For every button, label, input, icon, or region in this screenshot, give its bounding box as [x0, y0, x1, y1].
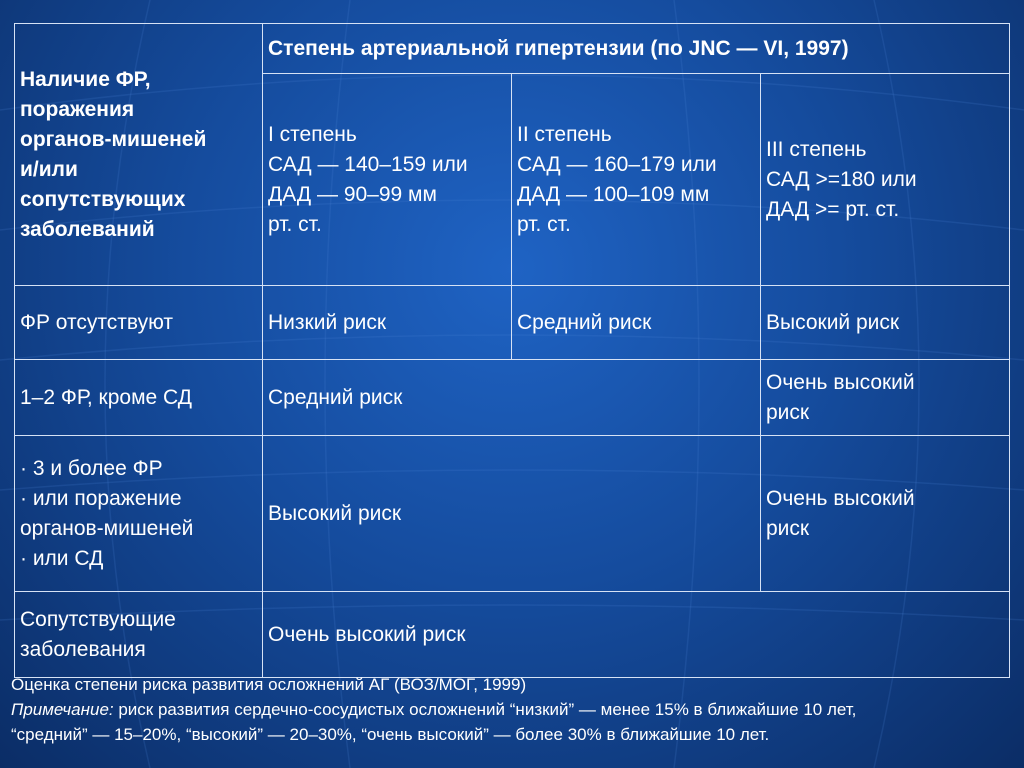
grade-3-header: [761, 74, 1010, 286]
corner-header-line: сопутствующих: [20, 187, 186, 211]
caption-title: Оценка степени риска развития осложнений АГ (ВОЗ/МОГ, 1999): [11, 675, 527, 694]
grade-3-sbp: САД >=180 или: [766, 167, 917, 191]
grade-3-title: III степень: [766, 137, 867, 161]
row-label-line: Сопутствующие: [20, 607, 176, 631]
row-label-line: · или поражение: [20, 486, 182, 510]
table-row: [15, 592, 1010, 678]
cell-very-high-risk: [761, 360, 1010, 436]
corner-header-cell: [15, 24, 263, 286]
grade-1-unit: рт. ст.: [268, 212, 322, 236]
table-caption: [11, 672, 1016, 747]
row-label-3-plus-risk-factors: [15, 436, 263, 592]
cell-text-line: Очень высокий: [766, 486, 915, 510]
grade-2-header: [512, 74, 761, 286]
corner-header-line: органов-мишеней: [20, 127, 207, 151]
table-row: [15, 360, 1010, 436]
grade-1-dbp: ДАД — 90–99 мм: [268, 182, 437, 206]
caption-note-line-2: “средний” — 15–20%, “высокий” — 20–30%, “очень высокий” — более 30% в ближайшие 10 лет.: [11, 725, 770, 744]
row-label-comorbidities: [15, 592, 263, 678]
cell-medium-risk: Средний риск: [512, 286, 761, 360]
grade-2-title: II степень: [517, 122, 612, 146]
row-label-line: · 3 и более ФР: [20, 456, 163, 480]
cell-high-risk: Высокий риск: [263, 436, 761, 592]
row-label-no-risk-factors: ФР отсутствуют: [15, 286, 263, 360]
row-label-line: заболевания: [20, 637, 146, 661]
note-label: Примечание:: [11, 700, 114, 719]
note-text: риск развития сердечно-сосудистых осложнений “низкий” — менее 15% в ближайшие 10 лет,: [113, 700, 857, 719]
row-label-line: · или СД: [20, 546, 104, 570]
grade-1-title: I степень: [268, 122, 357, 146]
grade-2-sbp: САД — 160–179 или: [517, 152, 717, 176]
caption-note: [11, 697, 1016, 722]
cell-medium-risk: Средний риск: [263, 360, 761, 436]
cell-text-line: риск: [766, 516, 810, 540]
corner-header-line: и/или: [20, 157, 78, 181]
cell-low-risk: Низкий риск: [263, 286, 512, 360]
corner-header-line: Наличие ФР,: [20, 67, 151, 91]
cell-text-line: Очень высокий: [766, 370, 915, 394]
grade-3-dbp: ДАД >= рт. ст.: [766, 197, 900, 221]
cell-very-high-risk: Очень высокий риск: [263, 592, 1010, 678]
row-label-line: органов-мишеней: [20, 516, 194, 540]
grade-1-header: [263, 74, 512, 286]
corner-header-line: поражения: [20, 97, 135, 121]
table-row: [15, 286, 1010, 360]
cell-text-line: риск: [766, 400, 810, 424]
grade-2-unit: рт. ст.: [517, 212, 571, 236]
cell-very-high-risk: [761, 436, 1010, 592]
grade-1-sbp: САД — 140–159 или: [268, 152, 468, 176]
hypertension-grade-header: Степень артериальной гипертензии (по JNC — VI, 1997): [263, 24, 1010, 74]
grade-2-dbp: ДАД — 100–109 мм: [517, 182, 710, 206]
corner-header-line: заболеваний: [20, 217, 155, 241]
table-row: [15, 436, 1010, 592]
cell-high-risk: Высокий риск: [761, 286, 1010, 360]
row-label-1-2-risk-factors: 1–2 ФР, кроме СД: [15, 360, 263, 436]
risk-table: [14, 23, 1010, 678]
